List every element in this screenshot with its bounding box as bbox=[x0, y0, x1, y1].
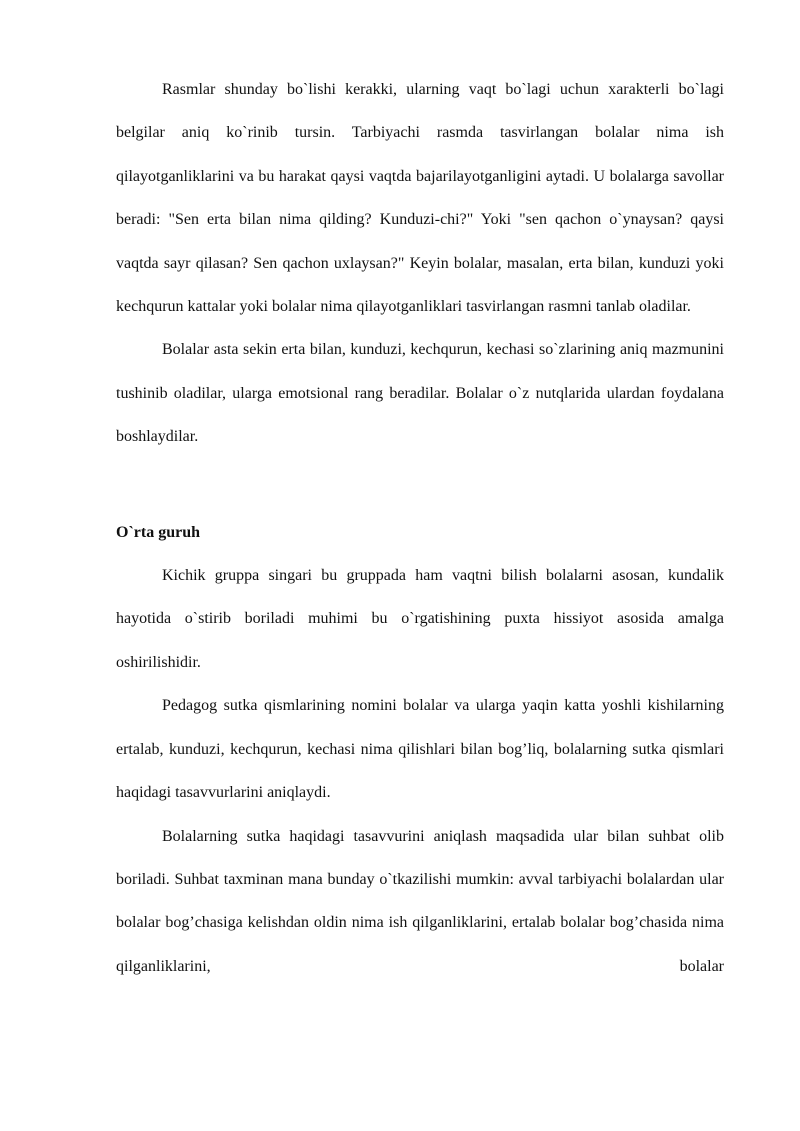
paragraph-4: Pedagog sutka qismlarining nomini bolalar va ularga yaqin katta yoshli kishilarning ertalab, kunduzi, kechqurun, kechasi nima qilishlari bilan bog’liq, bolalarning sutka qismlari haqidagi tasavvurlarini aniqlaydi. bbox=[116, 697, 724, 802]
section-heading: O`rta guruh bbox=[116, 523, 200, 541]
paragraph-3: Kichik gruppa singari bu gruppada ham vaqtni bilish bolalarni asosan, kundalik hayotida o`stirib boriladi muhimi bu o`rgatishining puxta hissiyot asosida amalga oshirilishidir. bbox=[116, 567, 724, 671]
section-gap bbox=[116, 459, 724, 511]
paragraph-5: Bolalarning sutka haqidagi tasavvurini aniqlash maqsadida ular bilan suhbat olib boriladi. Suhbat taxminan mana bunday o`tkazilishi mumkin: avval tarbiyachi bolalardan ular bolalar bog’chasiga kelishdan oldin nima ish qilganliklarini, ertalab bolalar bog’chasida nima qilganliklarini, bolalar bbox=[116, 827, 724, 975]
document-page bbox=[116, 68, 724, 988]
paragraph-2: Bolalar asta sekin erta bilan, kunduzi, kechqurun, kechasi so`zlarining aniq mazmunini tushinib oladilar, ularga emotsional rang beradilar. Bolalar o`z nutqlarida ulardan foydalana boshlaydilar. bbox=[116, 341, 724, 446]
paragraph-1: Rasmlar shunday bo`lishi kerakki, ularning vaqt bo`lagi uchun xarakterli bo`lagi belgilar aniq ko`rinib tursin. Tarbiyachi rasmda tasvirlangan bolalar nima ish qilayotganliklarini va bu harakat qaysi vaqtda bajarilayotganligini aytadi. U bolalarga savollar beradi: "Sen erta bilan nima qilding? Kunduzi-chi?" Yoki "sen qachon o`ynaysan? qaysi vaqtda sayr qilasan? Sen qachon uxlaysan?" Keyin bolalar, masalan, erta bilan, kunduzi yoki kechqurun kattalar yoki bolalar nima qilayotganliklari tasvirlangan rasmni tanlab oladilar. bbox=[116, 81, 724, 316]
